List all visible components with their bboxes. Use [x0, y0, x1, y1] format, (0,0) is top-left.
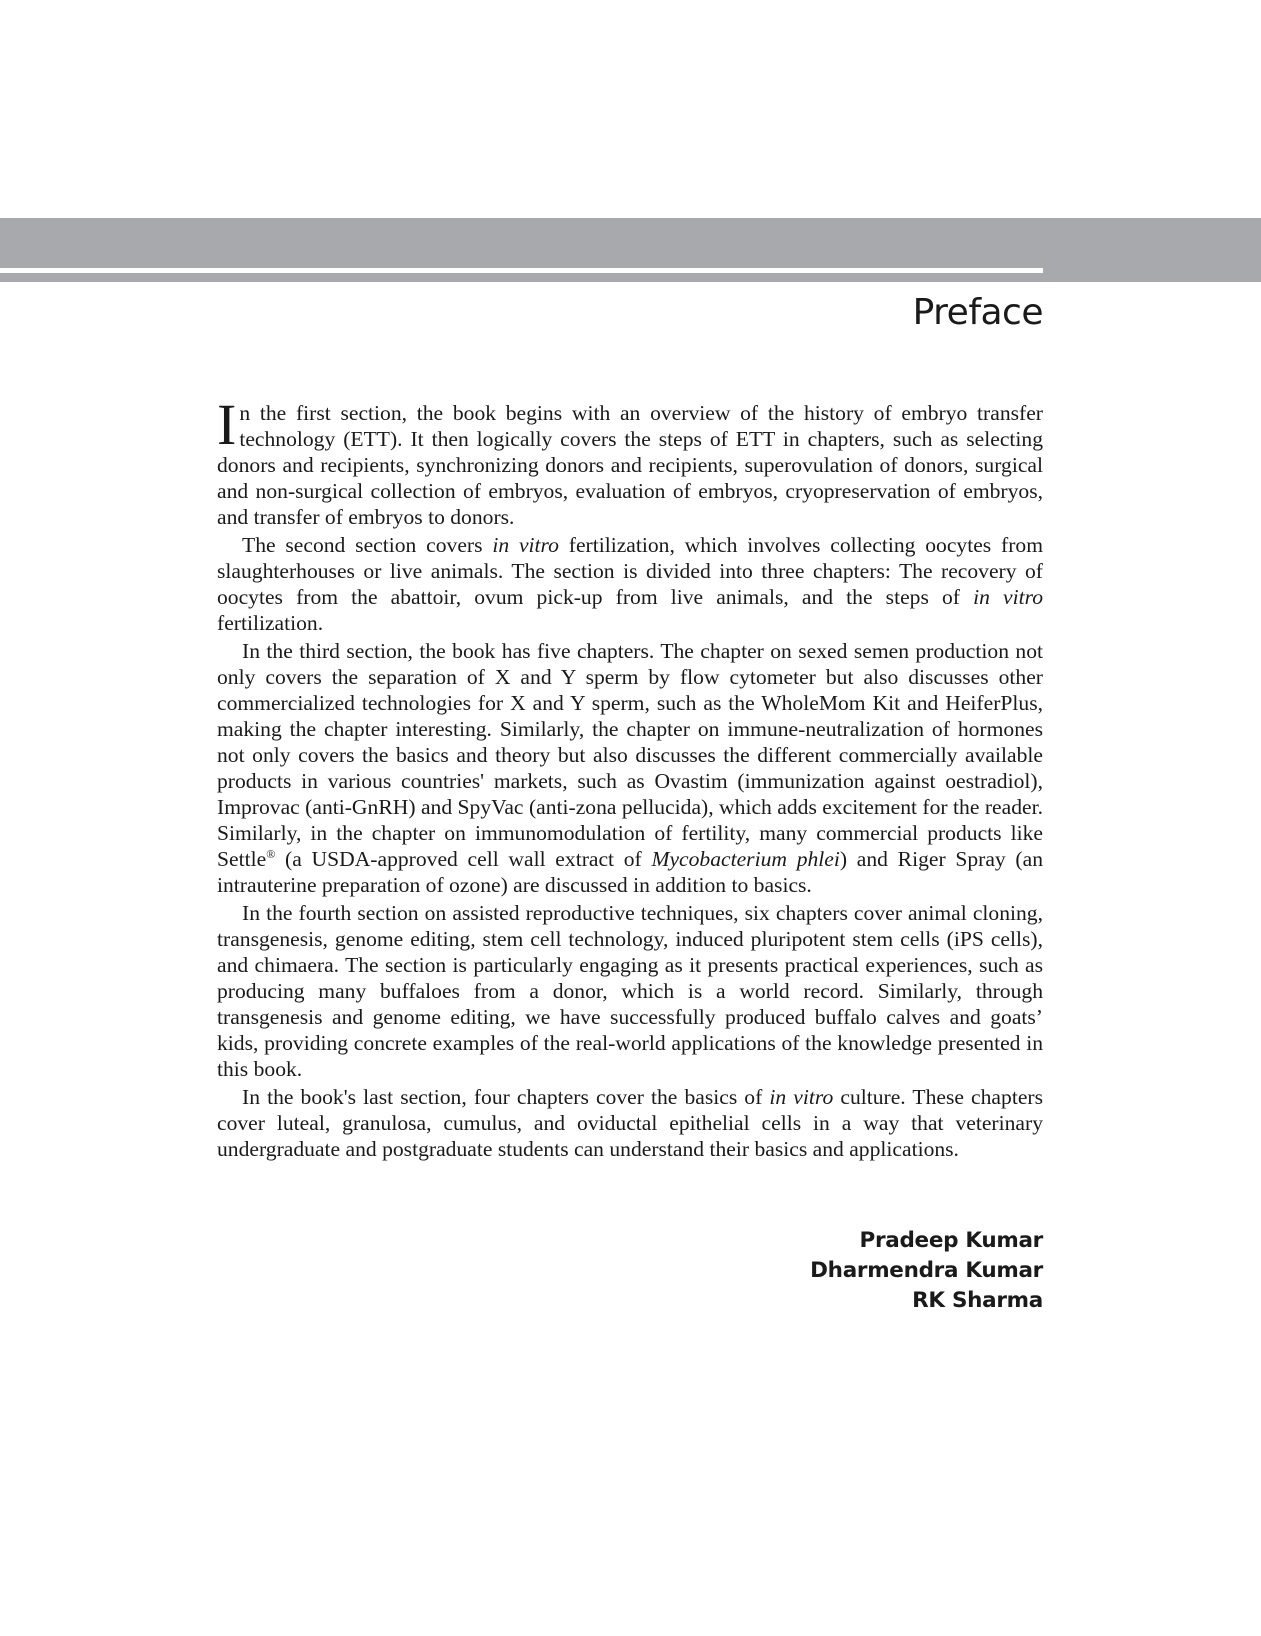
paragraph-2-italic-a: in vitro: [492, 533, 559, 557]
author-name: RK Sharma: [912, 1288, 1043, 1313]
registered-mark: ®: [266, 846, 276, 861]
drop-cap: I: [217, 392, 237, 457]
paragraph-5-italic: in vitro: [769, 1085, 834, 1109]
paragraph-5-text-a: In the book's last section, four chapters cover the basics of: [242, 1085, 770, 1109]
paragraph-5-text-b: culture. These chapters cover luteal, granulosa, cumulus, and oviductal epithelial cells in a way that veterinary undergraduate and postgraduate students can understand their basics and applications.: [217, 1085, 1043, 1161]
page-title: Preface: [912, 292, 1043, 333]
paragraph-3: [217, 638, 1043, 898]
paragraph-5: [217, 1084, 1043, 1162]
author-name: Dharmendra Kumar: [810, 1258, 1043, 1283]
paragraph-2-text-c: fertilization.: [217, 611, 324, 635]
header-rule: [0, 268, 1043, 273]
author-list: [810, 1226, 1043, 1316]
paragraph-2-text-a: The second section covers: [242, 533, 493, 557]
paragraph-2: [217, 532, 1043, 636]
paragraph-4: In the fourth section on assisted reproductive techniques, six chapters cover animal cloning, transgenesis, genome editing, stem cell technology, induced pluripotent stem cells (iPS cells), and chimaera. The section is particularly engaging as it presents practical experiences, such as producing many buffaloes from a donor, which is a world record. Similarly, through transgenesis and genome editing, we have successfully produced buffalo calves and goats’ kids, providing concrete examples of the real-world applications of the knowledge presented in this book.: [217, 901, 1043, 1081]
paragraph-1-text: n the first section, the book begins with an overview of the history of embryo transfer technology (ETT). It then logically covers the steps of ETT in chapters, such as selecting donors and recipients, synchronizing donors and recipients, superovulation of donors, surgical and non-surgical collection of embryos, evaluation of embryos, cryopreservation of embryos, and transfer of embryos to donors.: [217, 401, 1043, 529]
paragraph-3-italic: Mycobacterium phlei: [651, 847, 840, 871]
author-name: Pradeep Kumar: [859, 1228, 1043, 1253]
paragraph-1: [217, 392, 1043, 530]
paragraph-3-text-a: In the third section, the book has five chapters. The chapter on sexed semen production not only covers the separation of X and Y sperm by flow cytometer but also discusses other commercialized technologies for X and Y sperm, such as the WholeMom Kit and HeiferPlus, making the chapter interesting. Similarly, the chapter on immune-neutralization of hormones not only covers the basics and theory but also discusses the different commercially available products in various countries' markets, such as Ovastim (immunization against oestradiol), Improvac (anti-GnRH) and SpyVac (anti-zona pellucida), which adds excitement for the reader. Similarly, in the chapter on immunomodulation of fertility, many commercial products like Settle: [217, 639, 1043, 871]
paragraph-2-italic-b: in vitro: [973, 585, 1043, 609]
preface-body: [217, 392, 1044, 1164]
paragraph-2-text-b: fertilization, which involves collecting oocytes from slaughterhouses or live animals. The section is divided into three chapters: The recovery of oocytes from the abattoir, ovum pick-up from live animals, and the steps of: [217, 533, 1043, 609]
paragraph-3-text-c: ) and Riger Spray (an intrauterine preparation of ozone) are discussed in addition to basics.: [217, 847, 1044, 897]
paragraph-3-text-b: (a USDA-approved cell wall extract of: [275, 847, 652, 871]
